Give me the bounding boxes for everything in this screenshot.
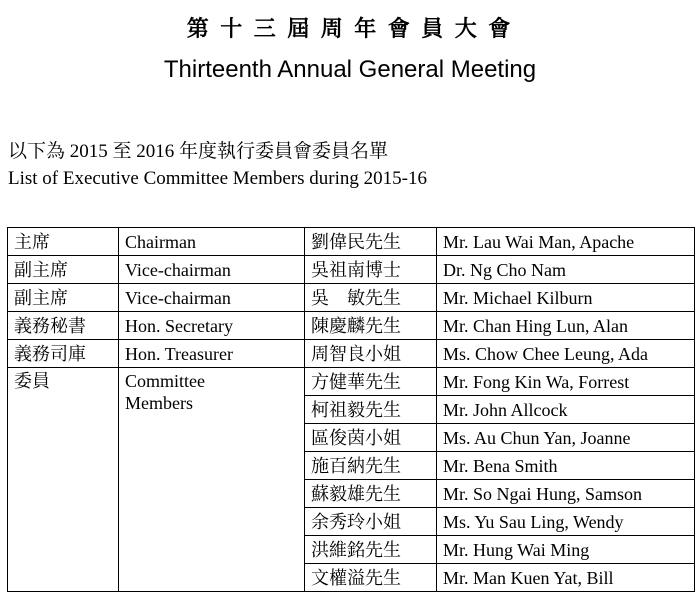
- table-row: [8, 228, 695, 256]
- name-en-cell: Mr. Fong Kin Wa, Forrest: [437, 368, 695, 396]
- name-zh-cell: 洪維銘先生: [305, 536, 437, 564]
- role-en-cell: Hon. Secretary: [119, 312, 305, 340]
- role-zh-cell: 義務司庫: [8, 340, 119, 368]
- table-row: [8, 368, 695, 396]
- role-en-label: Committee Members: [125, 371, 205, 413]
- role-zh-cell: 主席: [8, 228, 119, 256]
- name-en-cell: Mr. Michael Kilburn: [437, 284, 695, 312]
- name-en-cell: Mr. Man Kuen Yat, Bill: [437, 564, 695, 592]
- name-zh-cell: 柯祖毅先生: [305, 396, 437, 424]
- role-en-cell: Chairman: [119, 228, 305, 256]
- table-row: [8, 284, 695, 312]
- role-en-cell: Vice-chairman: [119, 256, 305, 284]
- name-en-cell: Ms. Au Chun Yan, Joanne: [437, 424, 695, 452]
- name-zh-cell: 吳 敏先生: [305, 284, 437, 312]
- role-zh-cell: 副主席: [8, 284, 119, 312]
- role-en-cell: Hon. Treasurer: [119, 340, 305, 368]
- name-zh-cell: 施百納先生: [305, 452, 437, 480]
- intro-line-chinese: 以下為 2015 至 2016 年度執行委員會委員名單: [8, 141, 389, 162]
- name-en-cell: Dr. Ng Cho Nam: [437, 256, 695, 284]
- role-en-cell: Vice-chairman: [119, 284, 305, 312]
- name-zh-cell: 周智良小姐: [305, 340, 437, 368]
- name-zh-cell: 區俊茵小姐: [305, 424, 437, 452]
- name-en-cell: Mr. So Ngai Hung, Samson: [437, 480, 695, 508]
- name-zh-cell: 吳祖南博士: [305, 256, 437, 284]
- name-en-cell: Ms. Chow Chee Leung, Ada: [437, 340, 695, 368]
- intro-line-english: List of Executive Committee Members during 2015-16: [8, 168, 427, 189]
- name-en-cell: Mr. Bena Smith: [437, 452, 695, 480]
- name-zh-cell: 蘇毅雄先生: [305, 480, 437, 508]
- document-page: [0, 16, 700, 612]
- table-row: [8, 340, 695, 368]
- role-zh-cell: 義務秘書: [8, 312, 119, 340]
- name-en-cell: Mr. John Allcock: [437, 396, 695, 424]
- page-title-chinese: 第 十 三 屆 周 年 會 員 大 會: [186, 16, 514, 41]
- name-zh-cell: 余秀玲小姐: [305, 508, 437, 536]
- name-zh-cell: 文權溢先生: [305, 564, 437, 592]
- table-row: [8, 256, 695, 284]
- name-zh-cell: 陳慶麟先生: [305, 312, 437, 340]
- name-en-cell: Mr. Hung Wai Ming: [437, 536, 695, 564]
- name-en-cell: Mr. Chan Hing Lun, Alan: [437, 312, 695, 340]
- table-row: [8, 312, 695, 340]
- role-zh-cell: 委員: [8, 368, 119, 592]
- name-zh-cell: 方健華先生: [305, 368, 437, 396]
- name-en-cell: Ms. Yu Sau Ling, Wendy: [437, 508, 695, 536]
- name-zh-cell: 劉偉民先生: [305, 228, 437, 256]
- name-en-cell: Mr. Lau Wai Man, Apache: [437, 228, 695, 256]
- role-en-cell: [119, 368, 305, 592]
- page-title-english: Thirteenth Annual General Meeting: [163, 56, 537, 83]
- committee-members-table: [7, 227, 695, 592]
- committee-table-body: [8, 228, 695, 592]
- role-zh-cell: 副主席: [8, 256, 119, 284]
